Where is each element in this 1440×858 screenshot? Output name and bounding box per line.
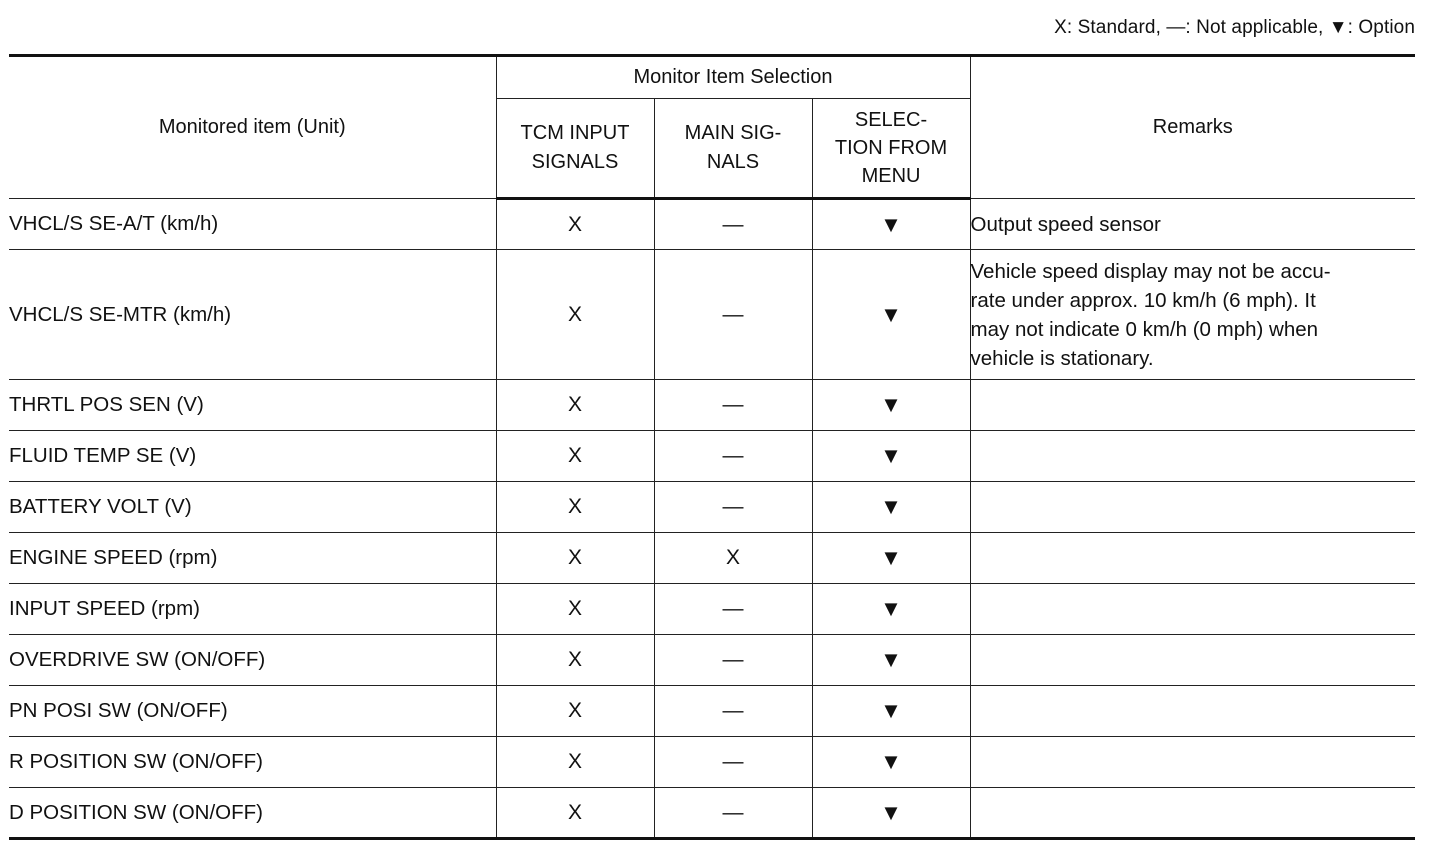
tcm-input-cell (496, 250, 654, 380)
tcm-input-cell (496, 584, 654, 635)
tcm-header-line: TCM INPUT (520, 122, 630, 144)
remarks-cell (970, 635, 1415, 686)
monitor-item-selection-header: Monitor Item Selection (496, 56, 970, 99)
option-triangle-icon: ▼ (880, 301, 902, 327)
not-applicable-mark: — (722, 302, 744, 326)
selection-menu-cell (812, 431, 970, 482)
remarks-line: rate under approx. 10 km/h (6 mph). It (970, 288, 1316, 312)
standard-mark: X (567, 495, 582, 518)
selection-menu-cell (812, 199, 970, 250)
table-row (9, 380, 1415, 431)
remarks-cell (970, 686, 1415, 737)
monitored-item-cell: THRTL POS SEN (V) (9, 380, 496, 431)
tcm-input-signals-header (496, 99, 654, 199)
table-row (9, 431, 1415, 482)
not-applicable-mark: — (722, 750, 744, 773)
standard-mark: X (567, 212, 582, 236)
table-row (9, 686, 1415, 737)
remarks-cell (970, 250, 1415, 380)
monitored-item-cell: PN POSI SW (ON/OFF) (9, 686, 496, 737)
monitored-item-cell: INPUT SPEED (rpm) (9, 584, 496, 635)
remarks-line: vehicle is stationary. (970, 346, 1154, 370)
not-applicable-mark: — (722, 699, 744, 722)
table-row (9, 737, 1415, 788)
not-applicable-mark: — (722, 648, 744, 671)
monitored-item-header: Monitored item (Unit) (9, 56, 496, 199)
main-signals-cell (654, 431, 812, 482)
standard-mark: X (567, 750, 582, 773)
not-applicable-mark: — (722, 495, 744, 518)
monitored-item-cell: D POSITION SW (ON/OFF) (9, 788, 496, 839)
tcm-input-cell (496, 788, 654, 839)
standard-mark: X (725, 546, 740, 569)
option-triangle-icon: ▼ (880, 545, 902, 570)
main-signals-cell (654, 635, 812, 686)
option-triangle-icon: ▼ (880, 211, 902, 237)
monitored-item-cell: VHCL/S SE-MTR (km/h) (9, 250, 496, 380)
remarks-cell (970, 584, 1415, 635)
option-triangle-icon: ▼ (880, 443, 902, 468)
remarks-cell (970, 482, 1415, 533)
option-triangle-icon: ▼ (880, 799, 902, 825)
remarks-cell (970, 737, 1415, 788)
remarks-cell (970, 788, 1415, 839)
table-row (9, 250, 1415, 380)
standard-mark: X (567, 597, 582, 620)
table-row (9, 635, 1415, 686)
option-triangle-icon: ▼ (880, 749, 902, 774)
selection-menu-cell (812, 788, 970, 839)
selection-menu-cell (812, 737, 970, 788)
main-signals-cell (654, 584, 812, 635)
standard-mark: X (567, 444, 582, 467)
main-signals-cell (654, 199, 812, 250)
symbol-legend: X: Standard, —: Not applicable, ▼: Option (1054, 17, 1415, 38)
remarks-line: may not indicate 0 km/h (0 mph) when (970, 317, 1319, 341)
main-signals-cell (654, 533, 812, 584)
tcm-input-cell (496, 533, 654, 584)
tcm-input-cell (496, 686, 654, 737)
tcm-input-cell (496, 380, 654, 431)
selection-menu-cell (812, 533, 970, 584)
table-row (9, 199, 1415, 250)
monitored-item-cell: OVERDRIVE SW (ON/OFF) (9, 635, 496, 686)
tcm-input-cell (496, 635, 654, 686)
monitor-item-table (9, 54, 1415, 840)
main-signals-cell (654, 737, 812, 788)
table-row (9, 788, 1415, 839)
option-triangle-icon: ▼ (880, 647, 902, 672)
standard-mark: X (567, 393, 582, 416)
not-applicable-mark: — (722, 597, 744, 620)
table-row (9, 533, 1415, 584)
main-signals-cell (654, 380, 812, 431)
remarks-cell (970, 380, 1415, 431)
standard-mark: X (567, 648, 582, 671)
monitored-item-cell: FLUID TEMP SE (V) (9, 431, 496, 482)
remarks-line: Vehicle speed display may not be accu- (970, 259, 1331, 283)
monitored-item-cell: R POSITION SW (ON/OFF) (9, 737, 496, 788)
main-header-line: NALS (706, 151, 760, 173)
remarks-cell: Output speed sensor (970, 199, 1415, 250)
selection-header-line: TION FROM (834, 137, 948, 159)
option-triangle-icon: ▼ (880, 392, 902, 417)
selection-header-line: SELEC- (854, 109, 928, 131)
option-triangle-icon: ▼ (880, 596, 902, 621)
remarks-header: Remarks (970, 56, 1415, 199)
main-signals-cell (654, 482, 812, 533)
option-triangle-icon: ▼ (880, 698, 902, 723)
selection-menu-cell (812, 380, 970, 431)
main-signals-cell (654, 250, 812, 380)
tcm-input-cell (496, 199, 654, 250)
option-triangle-icon: ▼ (880, 494, 902, 519)
monitored-item-cell: ENGINE SPEED (rpm) (9, 533, 496, 584)
not-applicable-mark: — (722, 212, 744, 236)
selection-menu-cell (812, 686, 970, 737)
remarks-cell (970, 431, 1415, 482)
table-body (9, 199, 1415, 839)
remarks-cell (970, 533, 1415, 584)
selection-header-line: MENU (861, 165, 921, 187)
table-header (9, 56, 1415, 199)
main-signals-cell (654, 788, 812, 839)
monitored-item-cell: BATTERY VOLT (V) (9, 482, 496, 533)
not-applicable-mark: — (722, 444, 744, 467)
standard-mark: X (567, 302, 582, 326)
main-signals-header (654, 99, 812, 199)
tcm-input-cell (496, 431, 654, 482)
table-row (9, 584, 1415, 635)
tcm-input-cell (496, 737, 654, 788)
tcm-input-cell (496, 482, 654, 533)
selection-menu-cell (812, 584, 970, 635)
selection-from-menu-header (812, 99, 970, 199)
standard-mark: X (567, 546, 582, 569)
table-row (9, 482, 1415, 533)
not-applicable-mark: — (722, 800, 744, 824)
main-signals-cell (654, 686, 812, 737)
monitored-item-cell: VHCL/S SE-A/T (km/h) (9, 199, 496, 250)
not-applicable-mark: — (722, 393, 744, 416)
standard-mark: X (567, 699, 582, 722)
tcm-header-line: SIGNALS (531, 151, 619, 173)
header-row-top (9, 56, 1415, 99)
selection-menu-cell (812, 635, 970, 686)
selection-menu-cell (812, 482, 970, 533)
main-header-line: MAIN SIG- (684, 122, 782, 144)
selection-menu-cell (812, 250, 970, 380)
standard-mark: X (567, 800, 582, 824)
